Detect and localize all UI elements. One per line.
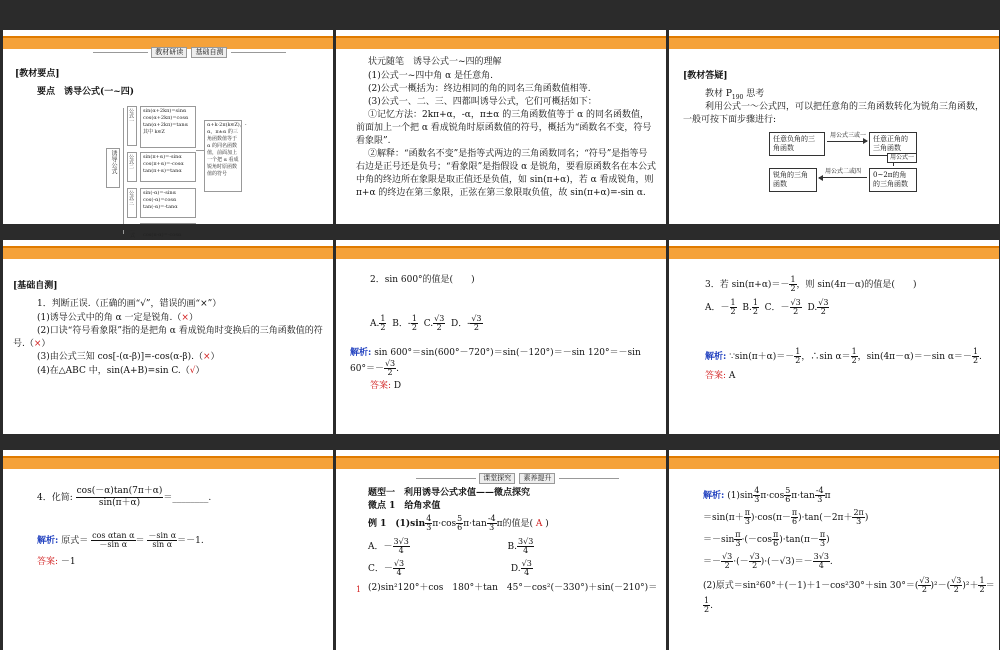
- flow-arrow-3-label: 用公式二或四: [824, 168, 861, 175]
- formula-box-2: sin(π+α)=-sinα cos(π+α)=-cosα tan(π+α)=tanα: [140, 152, 196, 182]
- section-heading: [基础自测]: [13, 281, 58, 291]
- tag-0: 课堂探究: [479, 473, 515, 484]
- solution-line-2: ＝sin(π＋ $\frac{\pi}{3}$ )·cos(π－ $\frac{\pi}{6}$ )·tan(－2π＋ $\frac{2\pi}{3}$ ): [703, 508, 869, 526]
- tip-line-3: (3)公式一、二、三、四都叫诱导公式，它们可概括如下：: [368, 97, 597, 107]
- slide-6[interactable]: [669, 240, 999, 440]
- options: A. $\frac{1}{2}$ B．- $\frac{1}{2}$ C. $\frac{√3}{2}$ D．- $\frac{√3}{2}$: [370, 314, 482, 332]
- solution: 解析: sin 600°＝sin(600°－720°)＝sin(－120°)＝－sin 120°＝－sin 60°＝－ $\frac{√3}{2}$ .: [350, 348, 641, 377]
- topic-title: 题型一 利用诱导公式求值——微点探究: [368, 488, 531, 498]
- point-heading: 要点 诱导公式(一~四): [37, 87, 135, 97]
- formula-box-1: sin(α+2kπ)=sinα cos(α+2kπ)=cosα tan(α+2kπ)=tanα 其中 k∈Z: [140, 106, 196, 148]
- group-box-1: 公式一: [127, 106, 137, 146]
- answer: 答案: D: [370, 381, 402, 391]
- solution: 解析: 原式＝ $\frac{\text{cos αtan α}}{\text{－sin α}}$ ＝ $\frac{\text{－sin α}}{\text{sin α}}$ ＝－1.: [37, 531, 204, 549]
- item-3: (3)由公式三知 cos[-(α-β)]=-cos(α-β).（×）: [37, 352, 220, 362]
- top-bar: [0, 0, 1000, 24]
- slide-8[interactable]: [336, 450, 666, 650]
- question-2: 2．sin 600°的值是( ): [370, 275, 475, 285]
- orange-band: [669, 456, 999, 469]
- tag-1: 素养提升: [519, 473, 555, 484]
- item-4: (4)在△ABC 中，sin(A+B)=sin C.（√）: [37, 366, 205, 376]
- options: A．－ $\frac{3√3}{4}$ B. $\frac{3√3}{4}$ C．－ $\frac{√3}{4}$ D. $\frac{√3}{4}$: [368, 537, 534, 577]
- solution-line-1: 解析: (1)sin $\frac{4}{3}$ π·cos $\frac{5}{6}$ π·tan $\frac{-4}{3}$ π: [703, 486, 831, 504]
- orange-band: [3, 246, 333, 259]
- slide-1[interactable]: [3, 30, 333, 239]
- flow-arrow-3: [819, 177, 867, 178]
- question-3: 3．若 sin(π+α)＝－ $\frac{1}{2}$ ，则 sin(4π－α)的值是( ): [705, 275, 917, 293]
- flow-box-range: 0~2π的角的三角函数: [869, 168, 917, 192]
- orange-band: [336, 456, 666, 469]
- slide-2[interactable]: [336, 30, 666, 230]
- question-2: (2)sin²120°＋cos 180°＋tan 45°－cos²(－330°)＋sin(－210°)＝: [368, 583, 658, 593]
- header-tags: [93, 46, 286, 59]
- orange-band: [669, 36, 999, 49]
- flow-arrow-1-label: 用公式三或一: [829, 132, 866, 139]
- section-heading: [教材答疑]: [683, 71, 728, 81]
- answer-text: 利用公式一～公式四，可以把任意角的三角函数转化为锐角三角函数，一般可按下面步骤进行:: [683, 102, 985, 125]
- tip-title: 状元随笔 诱导公式一~四的理解: [368, 57, 502, 67]
- item-2: (2)口诀“符号看象限”指的是把角 α 看成锐角时变换后的三角函数值的符号.（×）: [13, 326, 323, 349]
- flow-box-acute: 锐角的三角函数: [769, 168, 817, 192]
- sub-point: 微点 1 给角求值: [368, 501, 441, 511]
- header-tags: [416, 472, 619, 485]
- formula-box-4: cos(π-α)=-cosα: [140, 223, 196, 229]
- answer: 答案: A: [705, 371, 736, 381]
- orange-band: [669, 246, 999, 259]
- formula-root-box: 诱导公式: [106, 148, 120, 188]
- tip-line-4: ①记忆方法：2kπ+α，-α，π±α 的三角函数值等于 α 的同名函数值，前面加上一个把 α 看成锐角时原函数值的符号，概括为“函数名不变，符号看象限”.: [356, 110, 652, 146]
- question-4: 4．化简: $\frac{\cos(-\alpha)\tan(7\pi+\alpha)}{\sin(\pi+\alpha)}$ ＝________.: [37, 486, 212, 508]
- formula-box-3: sin(-α)=-sinα cos(-α)=cosα tan(-α)=-tanα: [140, 188, 196, 218]
- section-heading: [教材要点]: [15, 69, 60, 79]
- textbook-ref: 教材 $P_{190}$ 思考: [705, 89, 765, 101]
- orange-band: [336, 36, 666, 49]
- answer: 答案: －1: [37, 557, 76, 567]
- group-box-4: 式: [127, 224, 137, 230]
- flow-arrow-2-label: 用公式一: [887, 153, 917, 163]
- solution-line-5: (2)原式＝sin²60°＋(－1)＋1－cos²30°＋sin 30°＝( $\frac{√3}{2}$ )²－( $\frac{√3}{2}$ )²＋ $\frac{1}{2}$ ＝ $\frac{1}{2}$ .: [703, 576, 995, 614]
- slide-4[interactable]: [3, 240, 333, 440]
- slide-5[interactable]: [336, 240, 666, 440]
- group-box-2: 公式二: [127, 152, 137, 182]
- tip-line-5: ②解释：“函数名不变”是指等式两边的三角函数同名；“符号”是指等号右边是正号还是负号；“看象限”是指假设 α 是锐角，要看原函数名在本公式中角的终边所在象限是取正值还是负值，如 sin(π+α)，若 α 看成锐角，则 π+α 的终边在第三象限，正弦在第三象限取负值，故 sin(π+α)=-sin α.: [356, 149, 657, 198]
- slide-3[interactable]: [669, 30, 999, 230]
- flow-box-positive: 任意正角的三角函数: [869, 132, 917, 156]
- summary-note: α+k·2π(k∈Z)，-α，π±α 的三角函数值等于 α 的同名函数值，前面加上一个把 α 看成锐角时原函数值的符号: [204, 120, 242, 192]
- orange-band: [336, 246, 666, 259]
- orange-band: [3, 456, 333, 469]
- options: A．－ $\frac{1}{2}$ B. $\frac{1}{2}$ C．－ $\frac{√3}{2}$ D. $\frac{√3}{2}$: [705, 298, 829, 316]
- solution-line-3: ＝－sin $\frac{\pi}{3}$ ·(－cos $\frac{\pi}{6}$ )·tan(π－ $\frac{\pi}{3}$ ): [703, 530, 830, 548]
- tip-line-2: (2)公式一概括为：终边相同的角的同名三角函数值相等.: [368, 84, 591, 94]
- tag-0: 教材研读: [151, 47, 187, 58]
- flow-arrow-1: [827, 141, 867, 142]
- item-1: (1)诱导公式中的角 α 一定是锐角.（×）: [37, 313, 198, 323]
- solution-line-4: ＝－ $\frac{√3}{2}$ ·(－ $\frac{√3}{2}$ )·(－√3)＝－ $\frac{3√3}{4}$ .: [703, 552, 833, 570]
- slide-9[interactable]: [669, 450, 999, 650]
- tag-1: 基础自测: [191, 47, 227, 58]
- tip-line-1: (1)公式一~四中角 α 是任意角.: [368, 71, 493, 81]
- question-1: 1．判断正误.（正确的画“√”，错误的画“×”）: [37, 299, 222, 309]
- group-box-3: 公式三: [127, 188, 137, 218]
- example-1: 例 1 (1)sin $\frac{4}{3}$ π·cos $\frac{5}{6}$ π·tan $\frac{-4}{3}$ π的值是( A ): [368, 514, 549, 532]
- solution: 解析: ∵sin(π＋α)＝－ $\frac{1}{2}$ ，∴sin α＝ $\frac{1}{2}$ ，sin(4π－α)＝－sin α＝－ $\frac{1}{2}$ .: [705, 347, 982, 365]
- slide-7[interactable]: [3, 450, 333, 650]
- margin-number: 1: [356, 585, 362, 594]
- flow-box-negative: 任意负角的三角函数: [769, 132, 825, 156]
